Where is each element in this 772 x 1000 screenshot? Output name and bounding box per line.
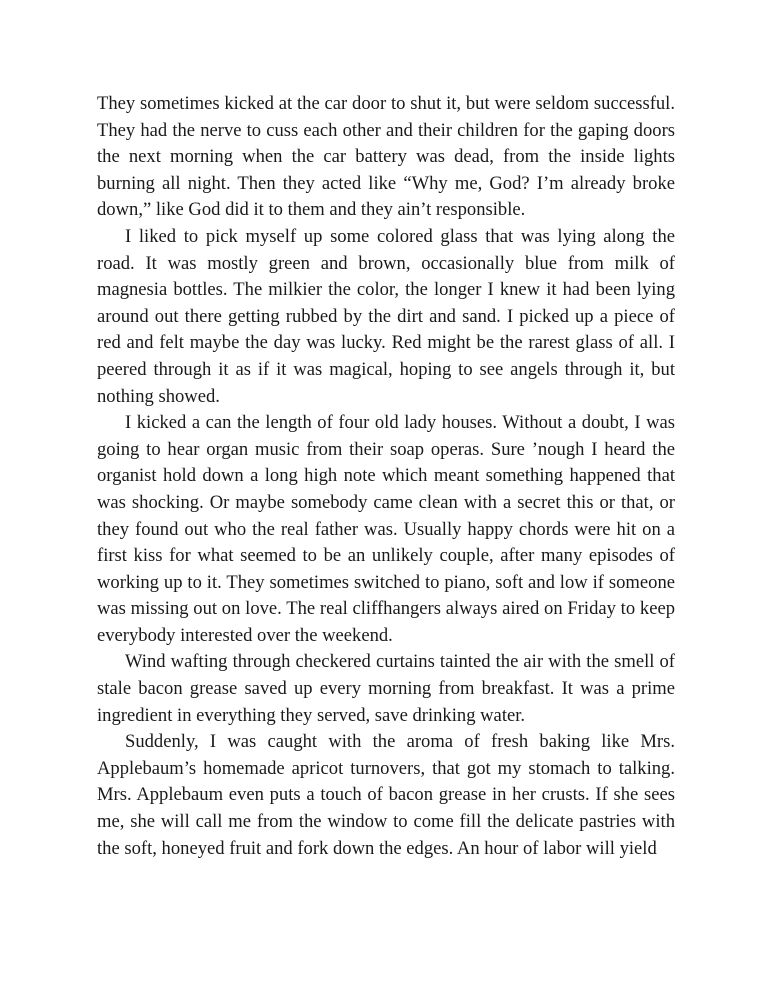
paragraph-4: Wind wafting through checkered curtains tainted the air with the smell of stale bacon grease saved up every morning from breakfast. It was a prime ingredient in everything they served, save drinking water.: [97, 651, 675, 726]
body-text: [97, 91, 675, 862]
paragraph-5: Suddenly, I was caught with the aroma of fresh baking like Mrs. Applebaum’s homemade apricot turnovers, that got my stomach to talking. Mrs. Applebaum even puts a touch of bacon grease in her crusts. If she sees me, she will call me from the window to come fill the delicate pastries with the soft, honeyed fruit and fork down the edges. An hour of labor will yield: [97, 731, 675, 859]
paragraph-2: I liked to pick myself up some colored glass that was lying along the road. It was mostly green and brown, occasionally blue from milk of magnesia bottles. The milkier the color, the longer I knew it had been lying around out there getting rubbed by the dirt and sand. I picked up a piece of red and felt maybe the day was lucky. Red might be the rarest glass of all. I peered through it as if it was magical, hoping to see angels through it, but nothing showed.: [97, 225, 675, 407]
paragraph-1: They sometimes kicked at the car door to shut it, but were seldom successful. They had the nerve to cuss each other and their children for the gaping doors the next morning when the car battery was dead, from the inside lights burning all night. Then they acted like “Why me, God? I’m already broke down,” like God did it to them and they ain’t responsible.: [97, 93, 675, 221]
paragraph-3: I kicked a can the length of four old lady houses. Without a doubt, I was going to hear organ music from their soap operas. Sure ’nough I heard the organist hold down a long high note which meant something happened that was shocking. Or maybe somebody came clean with a secret this or that, or they found out who the real father was. Usually happy chords were hit on a first kiss for what seemed to be an unlikely couple, after many episodes of working up to it. They sometimes switched to piano, soft and low if someone was missing out on love. The real cliffhangers always aired on Friday to keep everybody interested over the weekend.: [97, 412, 675, 646]
